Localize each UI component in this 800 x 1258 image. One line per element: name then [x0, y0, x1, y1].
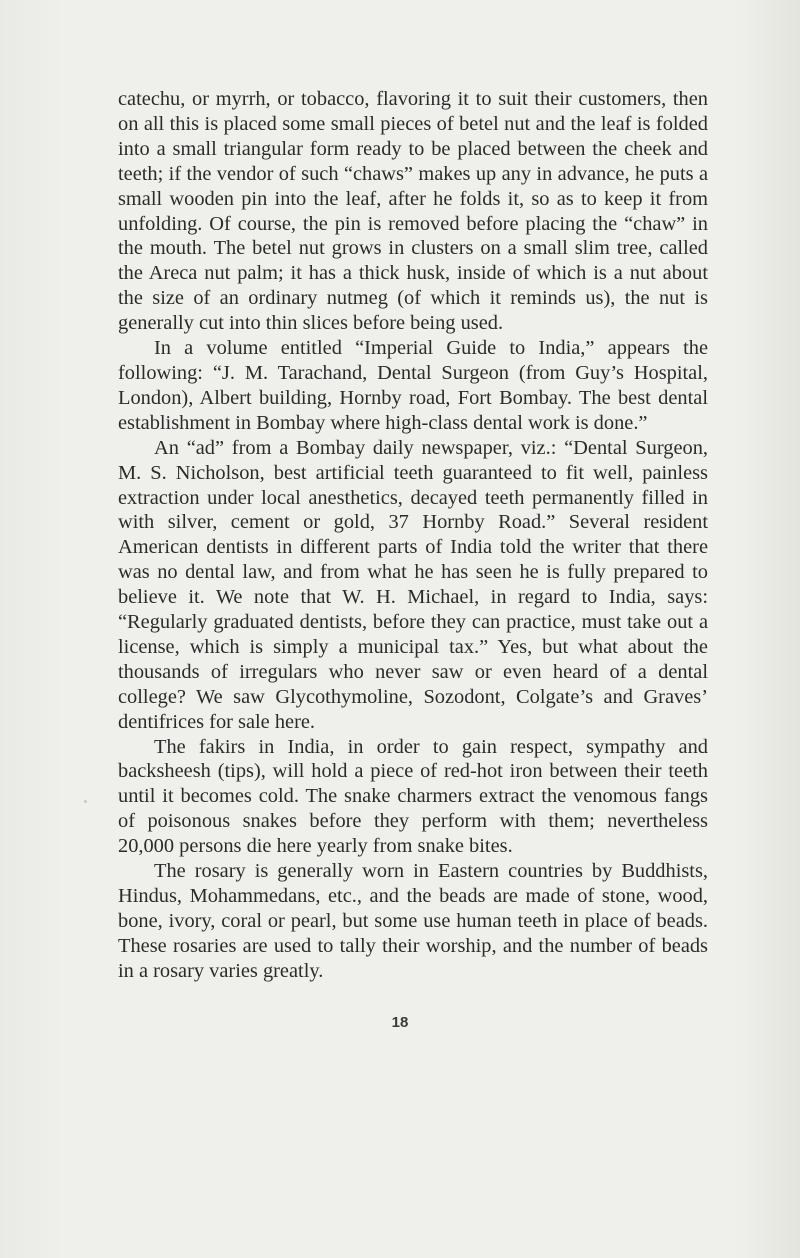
paragraph-fakirs: The fakirs in India, in order to gain respect, sympathy and backsheesh (tips), will hold a piece of red-hot iron between their teeth until it becomes cold. The snake charmers extract the venomous fangs of poisonous snakes before they perform with them; nevertheless 20,000 persons die here yearly from snake bites. [118, 735, 708, 858]
paragraph-newspaper-ad: An “ad” from a Bombay daily newspaper, viz.: “Dental Surgeon, M. S. Nicholson, best artificial teeth guaranteed to fit well, painless extraction under local anesthetics, decayed teeth permanently filled in with silver, cement or gold, 37 Hornby Road.” Several resident American dentists in different parts of India told the writer that there was no dental law, and from what he has seen he is fully prepared to believe it. We note that W. H. Michael, in regard to India, says: “Regularly graduated dentists, before they can practice, must take out a license, which is simply a municipal tax.” Yes, but what about the thousands of irregulars who never saw or even heard of a dental college? We saw Glycothymoline, Sozodont, Colgate’s and Graves’ dentifrices for sale here. [118, 436, 708, 733]
page-number: 18 [391, 1014, 409, 1031]
paragraph-betel-chaw: catechu, or myrrh, or tobacco, flavoring it to suit their customers, then on all this is placed some small pieces of betel nut and the leaf is folded into a small triangular form ready to be placed between the cheek and teeth; if the vendor of such “chaws” makes up any in advance, he puts a small wooden pin into the leaf, after he folds it, so as to keep it from unfolding. Of course, the pin is removed before placing the “chaw” in the mouth. The betel nut grows in clusters on a small slim tree, called the Areca nut palm; it has a thick husk, inside of which is a nut about the size of an ordinary nutmeg (of which it reminds us), the nut is generally cut into thin slices before being used. [118, 88, 708, 335]
body-text [118, 87, 708, 984]
paper-speck [84, 800, 87, 803]
paragraph-rosary: The rosary is generally worn in Eastern countries by Buddhists, Hindus, Mohammedans, etc., and the beads are made of stone, wood, bone, ivory, coral or pearl, but some use human teeth in place of beads. These rosaries are used to tally their worship, and the number of beads in a rosary varies greatly. [118, 860, 708, 982]
paragraph-imperial-guide: In a volume entitled “Imperial Guide to India,” appears the following: “J. M. Tarachand, Dental Surgeon (from Guy’s Hospital, London), Albert building, Hornby road, Fort Bombay. The best dental establishment in Bombay where high-class dental work is done.” [118, 337, 708, 434]
